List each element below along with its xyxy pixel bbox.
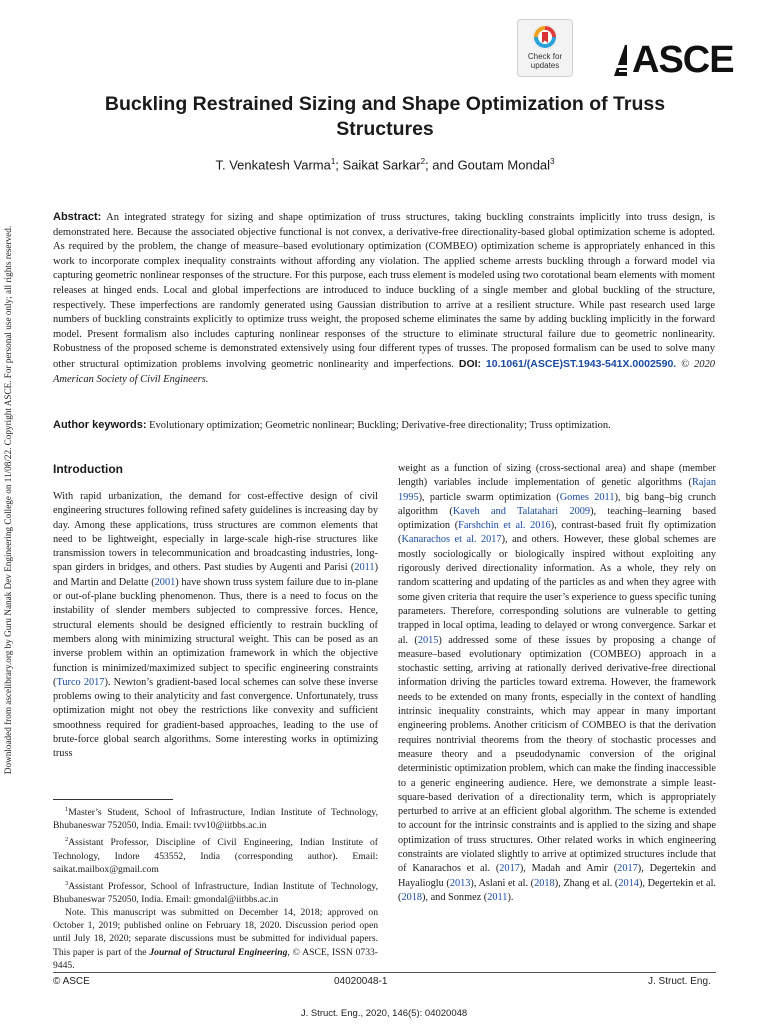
badge-line-1: Check for [527,52,563,61]
body-text: ), and others. However, these global schemes are mostly sociologically or biologically inspired without exploiting any rigorously derived directionality information. As a whole, they rely on random scattering and updating of the particles as and when they agree with some given criteria that require the user’s experience to guess specific tuning parameters. Therefore, corresponding solutions are vulnerable to getting trapped in local optima, leading to delayed or wrong convergence. Sarkar et al. ( [398,534,716,646]
check-for-updates-badge[interactable] [517,19,573,77]
citation-link[interactable]: Turco 2017 [56,676,105,688]
manuscript-note [53,906,378,971]
download-notice-text: Downloaded from ascelibrary.org by Guru Nanak Dev Engineering College on 11/08/22. Copyright ASCE. For personal use only; all rights reserved. [3,225,13,775]
author-list [100,157,670,172]
citation-link[interactable]: 2017 [617,863,638,875]
journal-name: Journal of Structural Engineering [149,946,288,958]
body-text: With rapid urbanization, the demand for cost-effective design of civil engineering structures following refined safety guidelines is increasing day by day. Among these applications, truss structures are common elements that need to be lightweight, especially in large-scale high-rise structures like transmission towers in telecommunication and broadcasting industries, long-span girders in bridges, and others. Past studies by Augenti and Parisi ( [53,491,378,574]
body-text: ), Degertekin et al. ( [398,877,717,903]
body-text: weight as a function of sizing (cross-sectional area) and shape (member length) variables include implementation of genetic algorithms ( [398,463,716,489]
body-text: ), Aslani et al. ( [470,877,535,889]
author-affiliation-mark: 3 [550,157,555,166]
footer-journal: J. Struct. Eng. [648,976,711,987]
asce-logo [612,38,734,82]
download-notice [0,200,16,800]
note-text: Note. This manuscript was submitted on December 14, 2018; approved on October 1, 2019; published online on February 18, 2020. Discussion period open until July 18, 2020; separate discussions must be submitted for individual papers. This paper is part of the [53,907,378,958]
footnote-divider [53,799,173,800]
intro-left-column [53,490,378,762]
footnote-text: Assistant Professor, Discipline of Civil Engineering, Indian Institute of Technology, Indore 453552, India (corresponding author). Email: saikat.mailbox@gmail.com [53,837,378,875]
introduction-heading: Introduction [53,462,123,476]
abstract-copyright: © 2020 American Society of Civil Engineers. [53,358,715,385]
body-text: ), Degertekin and Hayalioglu ( [398,863,716,889]
citation-link[interactable]: 2017 [499,863,520,875]
doi-label: DOI: [458,357,482,370]
badge-line-2: updates [530,61,560,70]
footnote [53,803,378,832]
body-text: ), and Sonmez ( [422,891,488,903]
body-text: ). [507,891,514,903]
bookmark-icon [532,24,558,52]
footnote-text: Master’s Student, School of Infrastructure, Indian Institute of Technology, Bhubaneswar 752050, India. Email: tvv10@iitbbs.ac.in [53,807,378,832]
author-separator: ; [335,157,343,173]
body-text: ), Madah and Amir ( [519,863,618,875]
author-affiliation-mark: 2 [420,157,426,166]
asce-logo-text: ASCE [632,38,734,81]
body-text: ) have shown truss system failure due to in-plane or out-of-plane buckling phenomenon. Thus, there is a need to focus on the instability of slender members subjected to compressive forces. Hence, structural elements should be designed efficiently to restrain buckling of members along with minimizing structural weight. This can be posed as an inverse problem within an optimization framework in which the objective function is minimized/maximized subject to specific engineering constraints ( [53,576,378,688]
footnote-mark: 2 [65,836,69,844]
footnote-text: Assistant Professor, School of Infrastructure, Indian Institute of Technology, Bhubaneswar 752050, India. Email: gmondal@iitbbs.ac.in [53,881,378,906]
citation-link[interactable]: Kaveh and Talatahari 2009 [452,505,591,517]
author-keywords [53,419,715,431]
author-name: Goutam Mondal [457,157,551,173]
intro-right-column [398,462,716,905]
footer-divider [53,972,716,973]
paper-title: Buckling Restrained Sizing and Shape Optimization of Truss Structures [104,93,666,140]
body-text: ), Zhang et al. ( [554,877,619,889]
journal-citation: J. Struct. Eng., 2020, 146(5): 04020048 [300,1008,468,1019]
footer-copyright: © ASCE [53,976,90,987]
citation-link[interactable]: Farshchin et al. 2016 [458,520,551,532]
footnote [53,877,378,906]
footnote [53,833,378,875]
body-text: ) addressed some of these issues by proposing a change of measure–based evolutionary optimization (COMBEO) approach in a stochastic setting, arriving at rationally derived derivative-free directional information driving the particles toward extrema. However, the framework needs to be extended on many fronts, especially in the context of handling intrinsic inequality constraints, which may appear in many important engineering problems. Another criticism of COMBEO is that the derivation requires nontrivial theorems from the theory of stochastic processes and measure theory and a pseudodynamic conversion of the original deterministic optimization problem, which can make the finding inaccessible to a generic engineering audience. Here, we demonstrate a simple least-square-based derivation of a directionality term, which is appropriately perturbed to arrive at an efficient global algorithm. The scheme is extended to account for the intrinsic constraints and is applied to the sizing and shape optimization of truss structures. Other related works in which engineering constraints are violated slightly to arrive at optimized structures include that of Kanarachos et al. ( [398,634,716,875]
citation-link[interactable]: 2001 [154,576,176,588]
author-name: T. Venkatesh Varma [215,157,331,173]
body-text: ), particle swarm optimization ( [418,491,560,503]
body-text: ), contrast-based fruit fly optimization ( [398,520,716,546]
footnote-mark: 3 [65,879,69,887]
citation-link[interactable]: 2018 [534,877,555,889]
citation-link[interactable]: Rajan 1995 [398,477,716,503]
keywords-text: Evolutionary optimization; Geometric nonlinear; Buckling; Derivative-free directionality; Truss optimization. [149,420,611,431]
citation-link[interactable]: 2015 [417,634,439,646]
citation-link[interactable]: 2011 [487,891,508,903]
citation-link[interactable]: Kanarachos et al. 2017 [401,534,502,546]
note-tail: , © ASCE, ISSN 0733-9445. [53,946,378,971]
body-text: ), teaching–learning based optimization ( [398,505,716,532]
doi-link[interactable]: 10.1061/(ASCE)ST.1943-541X.0002590. [485,357,677,370]
citation-link[interactable]: 2018 [401,891,423,903]
citation-link[interactable]: 2011 [354,562,375,574]
abstract [53,210,715,387]
body-text: ) and Martin and Delatte ( [53,562,378,588]
author-affiliation-mark: 1 [330,157,336,166]
footer-page-id: 04020048-1 [334,976,388,987]
citation-link[interactable]: 2014 [618,877,639,889]
abstract-label: Abstract: [53,211,102,223]
footnote-mark: 1 [65,806,69,813]
citation-link[interactable]: Gomes 2011 [559,491,615,503]
author-separator: ; and [425,157,458,173]
keywords-label: Author keywords: [53,419,147,431]
footnotes [53,803,378,972]
citation-link[interactable]: 2013 [449,877,471,889]
author-name: Saikat Sarkar [342,157,421,173]
body-text: ), big bang–big crunch algorithm ( [398,491,716,517]
body-text: ). Newton’s gradient-based local schemes can solve these inverse problems owing to their analyticity and fast convergence. Unfortunately, truss optimization might not obey the restrictions like convexity and sufficient smoothness required for gradient-based approaches, leading to the use of brute-force global search algorithms. Some interesting works in optimizing truss [53,676,378,760]
abstract-text: An integrated strategy for sizing and shape optimization of truss structures, taking buckling constraints implicitly into truss design, is demonstrated here. Because the associated objective functional is not convex, a derivative-free directionality-based global optimization scheme is adopted. As required by the problem, the change of measure–based evolutionary optimization (COMBEO) optimization scheme is appropriately enhanced in this work to incorporate complex inequality constraints without affording any violation. The applied scheme arrests buckling through a forward model via capturing geometric nonlinear responses of the structure. For this purpose, each truss element is modeled using two corotational beam elements with moment releases at hinged ends. Local and global imperfections are introduced to induce buckling of a single member and global buckling of the structure, respectively. These imperfections are randomly generated using Gaussian distribution to arrive at a resilient structure. While past research used large numbers of buckling constraints explicitly to optimize truss weight, the proposed scheme eliminates the same by adding buckling implicitly in the forward model. Present formalism also includes capturing nonlinear responses of the structure to eliminate structural failure due to geometric nonlinearity. Robustness of the proposed scheme is demonstrated extensively using four different types of trusses. The proposed formalism can be used to solve many other structural optimization problems involving geometric nonlinearity and imperfections. [53,212,716,370]
